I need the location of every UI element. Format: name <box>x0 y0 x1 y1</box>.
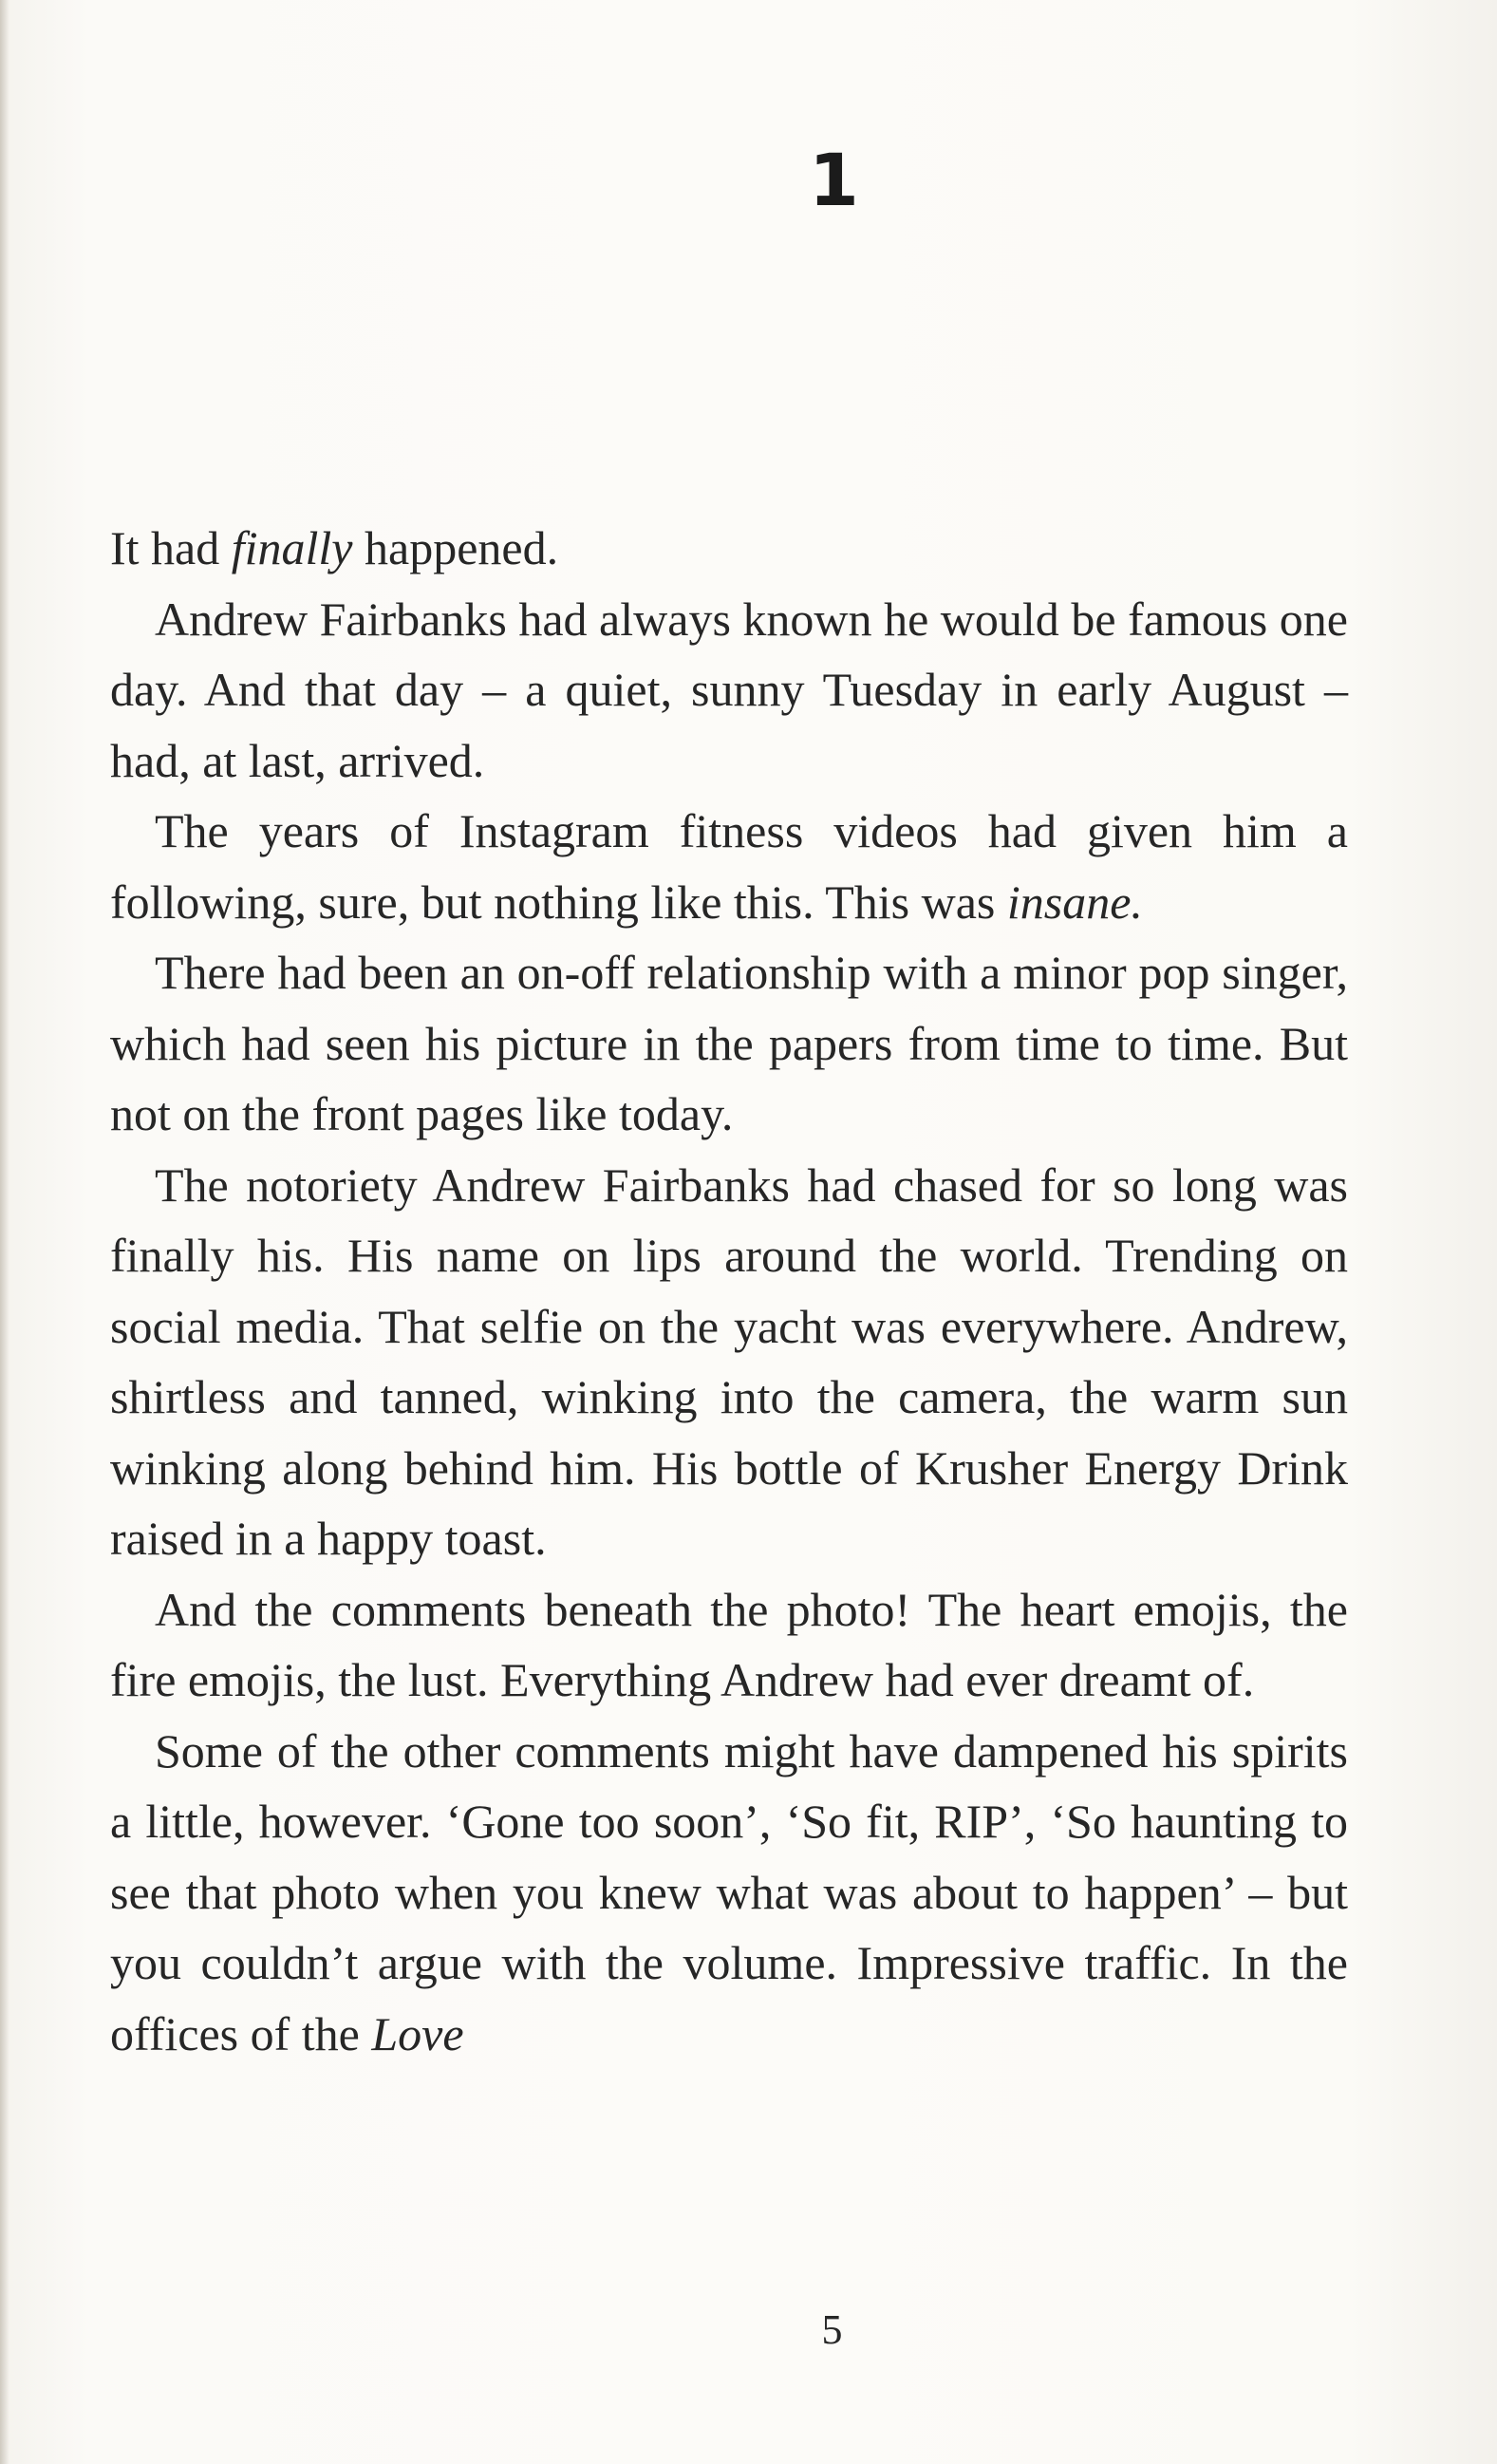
page-number: 5 <box>821 2306 843 2353</box>
paragraph <box>110 1716 1348 2070</box>
italic-text: finally <box>231 521 353 574</box>
paragraph <box>110 1574 1348 1716</box>
body-text <box>110 513 1348 2069</box>
paragraph <box>110 1150 1348 1574</box>
text-run: Some of the other comments might have dampened his spirits a little, however. ‘Gone too soon’, ‘So fit, RIP’, ‘So haunting to see that photo when you knew what was about to happen’ – but you couldn’t argue with the volume. Impressive traffic. In the offices of the <box>110 1723 1348 2060</box>
text-run: The years of Instagram fitness videos had given him a following, sure, but nothing like this. This was <box>110 804 1348 929</box>
page-gutter-shadow <box>0 0 9 2464</box>
italic-text: insane. <box>1006 875 1143 929</box>
text-run: It had <box>110 521 232 574</box>
chapter-number: 1 <box>809 138 859 222</box>
text-run: happened. <box>352 521 559 574</box>
text-run: There had been an on-off relationship with a minor pop singer, which had seen his picture in the papers from time to time. But not on the front pages like today. <box>110 946 1348 1140</box>
paragraph <box>110 584 1348 797</box>
text-run: And the comments beneath the photo! The heart emojis, the fire emojis, the lust. Everything Andrew had ever dreamt of. <box>110 1582 1348 1706</box>
italic-text: Love <box>371 2006 464 2060</box>
paragraph <box>110 796 1348 937</box>
text-run: The notoriety Andrew Fairbanks had chased for so long was finally his. His name on lips around the world. Trending on social media. That selfie on the yacht was everywhere. Andrew, shirtless and tanned, winking into the camera, the warm sun winking along behind him. His bottle of Krusher Energy Drink raised in a happy toast. <box>110 1157 1348 1565</box>
paragraph <box>110 513 1348 584</box>
text-run: Andrew Fairbanks had always known he would be famous one day. And that day – a quiet, sunny Tuesday in early August – had, at last, arrived. <box>110 592 1348 787</box>
paragraph <box>110 937 1348 1150</box>
